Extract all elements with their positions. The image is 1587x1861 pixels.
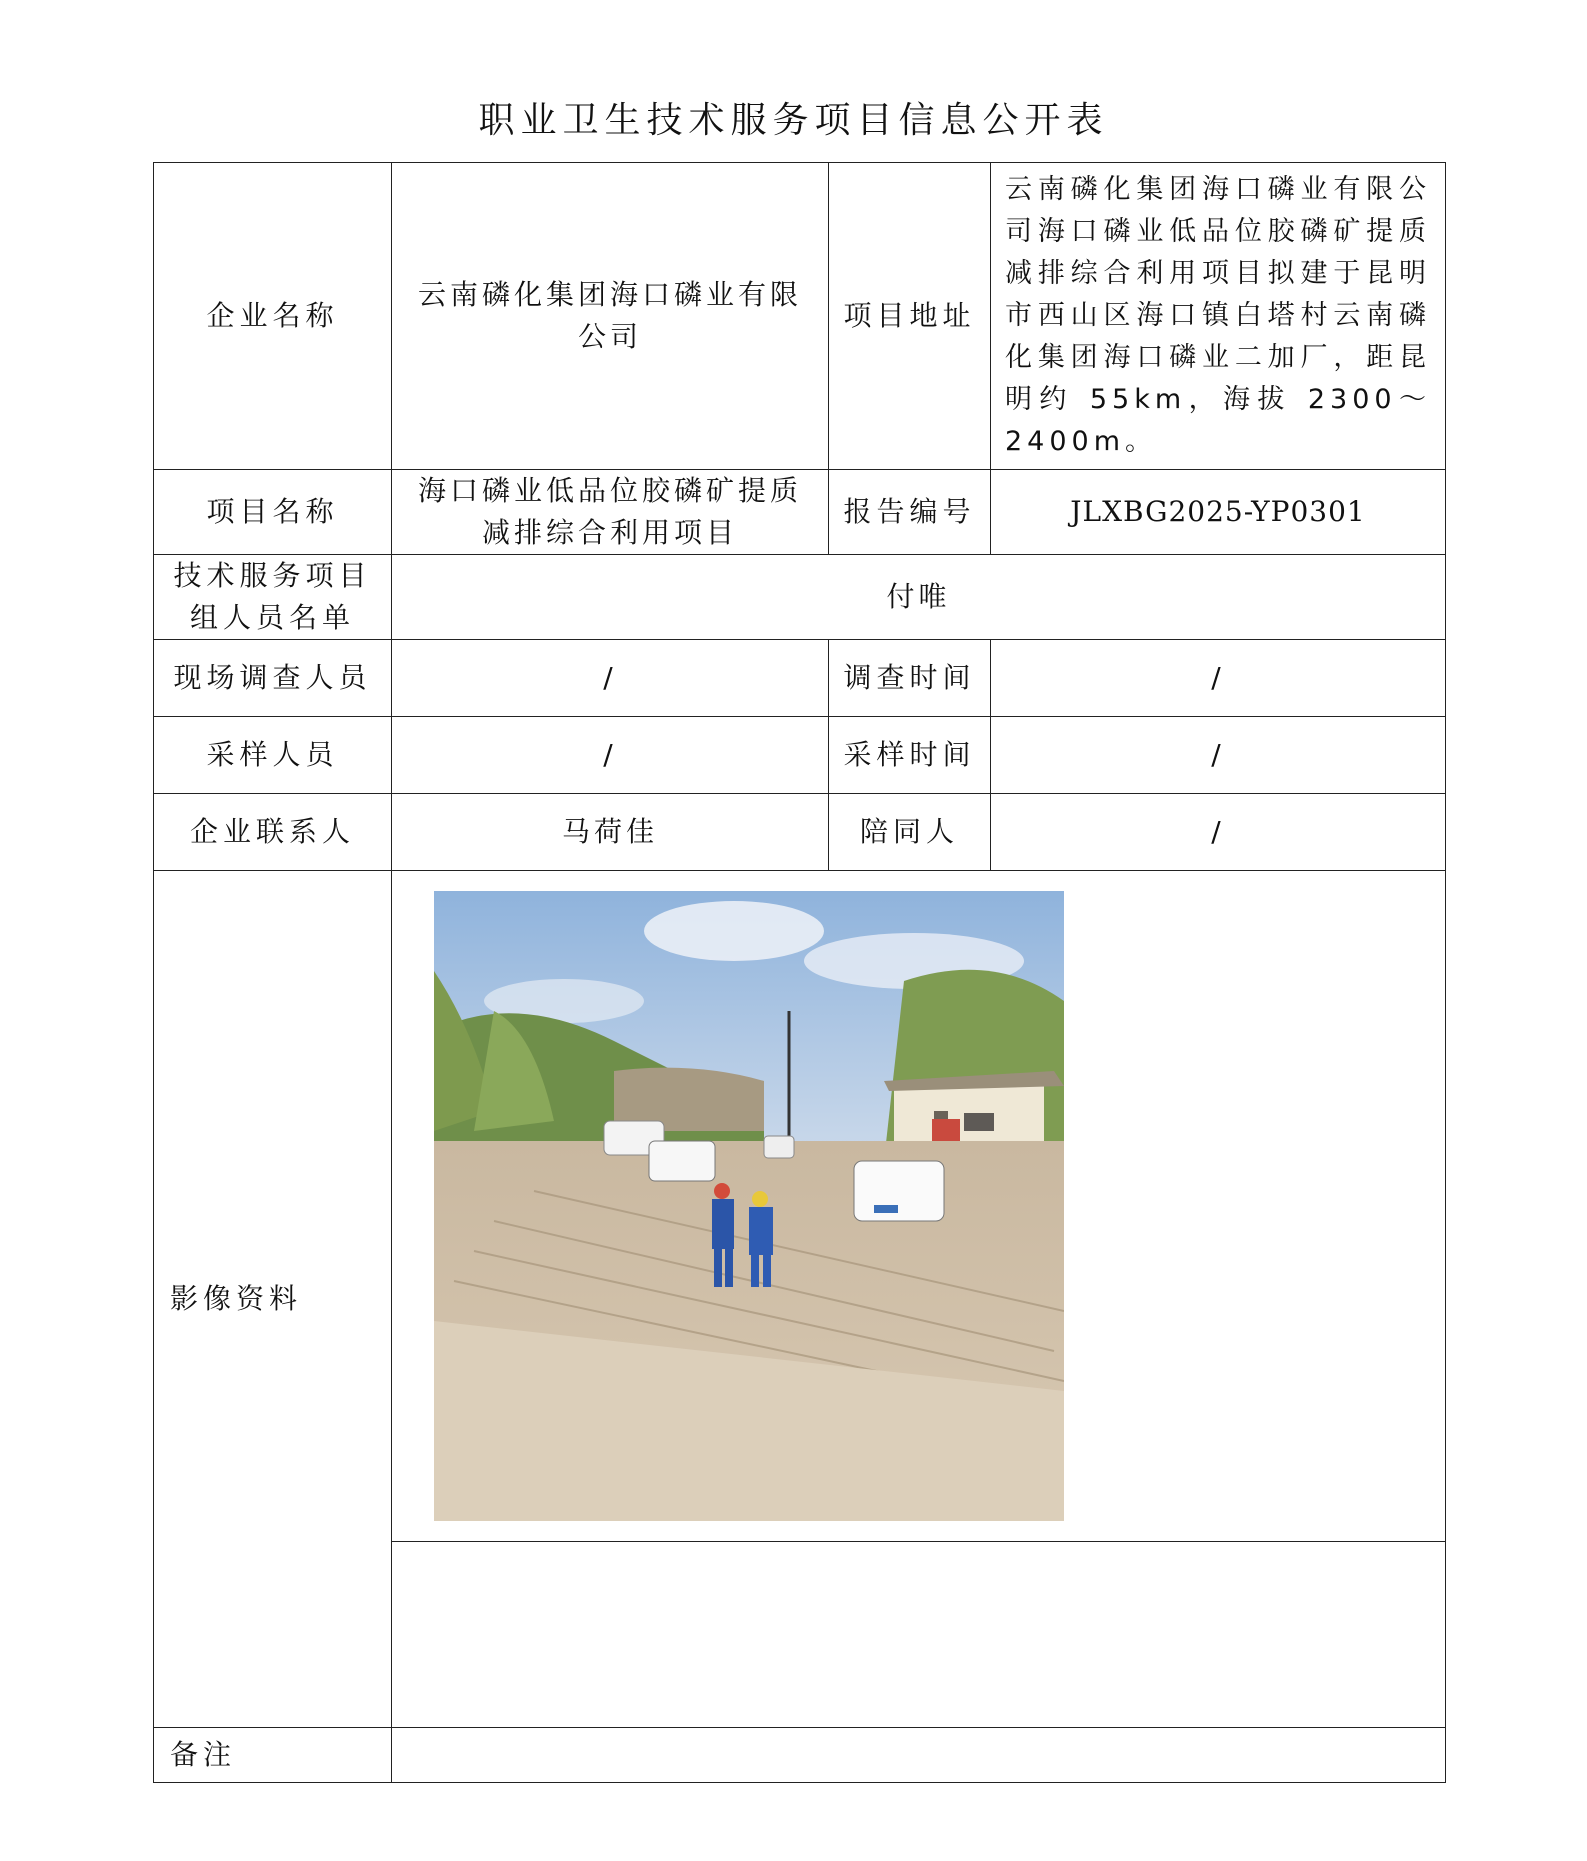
report-number-label: 报告编号 — [829, 470, 991, 555]
info-table — [153, 162, 1446, 1783]
accompany-label: 陪同人 — [829, 794, 991, 871]
company-name-value: 云南磷化集团海口磷业有限公司 — [392, 163, 829, 470]
row-remarks — [154, 1728, 1446, 1783]
sampling-staff-value: / — [392, 717, 829, 794]
team-list-label: 技术服务项目组人员名单 — [154, 555, 392, 640]
team-list-value: 付唯 — [392, 555, 1446, 640]
contact-label: 企业联系人 — [154, 794, 392, 871]
accompany-value: / — [991, 794, 1446, 871]
sampling-staff-label: 采样人员 — [154, 717, 392, 794]
project-name-value: 海口磷业低品位胶磷矿提质减排综合利用项目 — [392, 470, 829, 555]
survey-staff-label: 现场调查人员 — [154, 640, 392, 717]
project-address-label: 项目地址 — [829, 163, 991, 470]
remarks-label: 备注 — [154, 1728, 392, 1783]
images-blank-cell — [392, 1542, 1446, 1728]
sampling-time-label: 采样时间 — [829, 717, 991, 794]
row-project — [154, 470, 1446, 555]
row-sampling — [154, 717, 1446, 794]
sampling-time-value: / — [991, 717, 1446, 794]
row-survey — [154, 640, 1446, 717]
survey-time-label: 调查时间 — [829, 640, 991, 717]
remarks-value — [392, 1728, 1446, 1783]
row-company — [154, 163, 1446, 470]
company-name-label: 企业名称 — [154, 163, 392, 470]
project-name-label: 项目名称 — [154, 470, 392, 555]
row-team — [154, 555, 1446, 640]
images-photo-cell — [392, 871, 1446, 1542]
site-photo — [434, 891, 1064, 1521]
report-number-value: JLXBG2025-YP0301 — [991, 470, 1446, 555]
project-address-value: 云南磷化集团海口磷业有限公司海口磷业低品位胶磷矿提质减排综合利用项目拟建于昆明市西山区海口镇白塔村云南磷化集团海口磷业二加厂，距昆明约 55km，海拔 2300～2400m。 — [991, 163, 1446, 470]
survey-staff-value: / — [392, 640, 829, 717]
survey-time-value: / — [991, 640, 1446, 717]
page-title: 职业卫生技术服务项目信息公开表 — [478, 100, 1109, 141]
images-label: 影像资料 — [154, 871, 392, 1728]
row-contact — [154, 794, 1446, 871]
row-images — [154, 871, 1446, 1542]
contact-value: 马荷佳 — [392, 794, 829, 871]
